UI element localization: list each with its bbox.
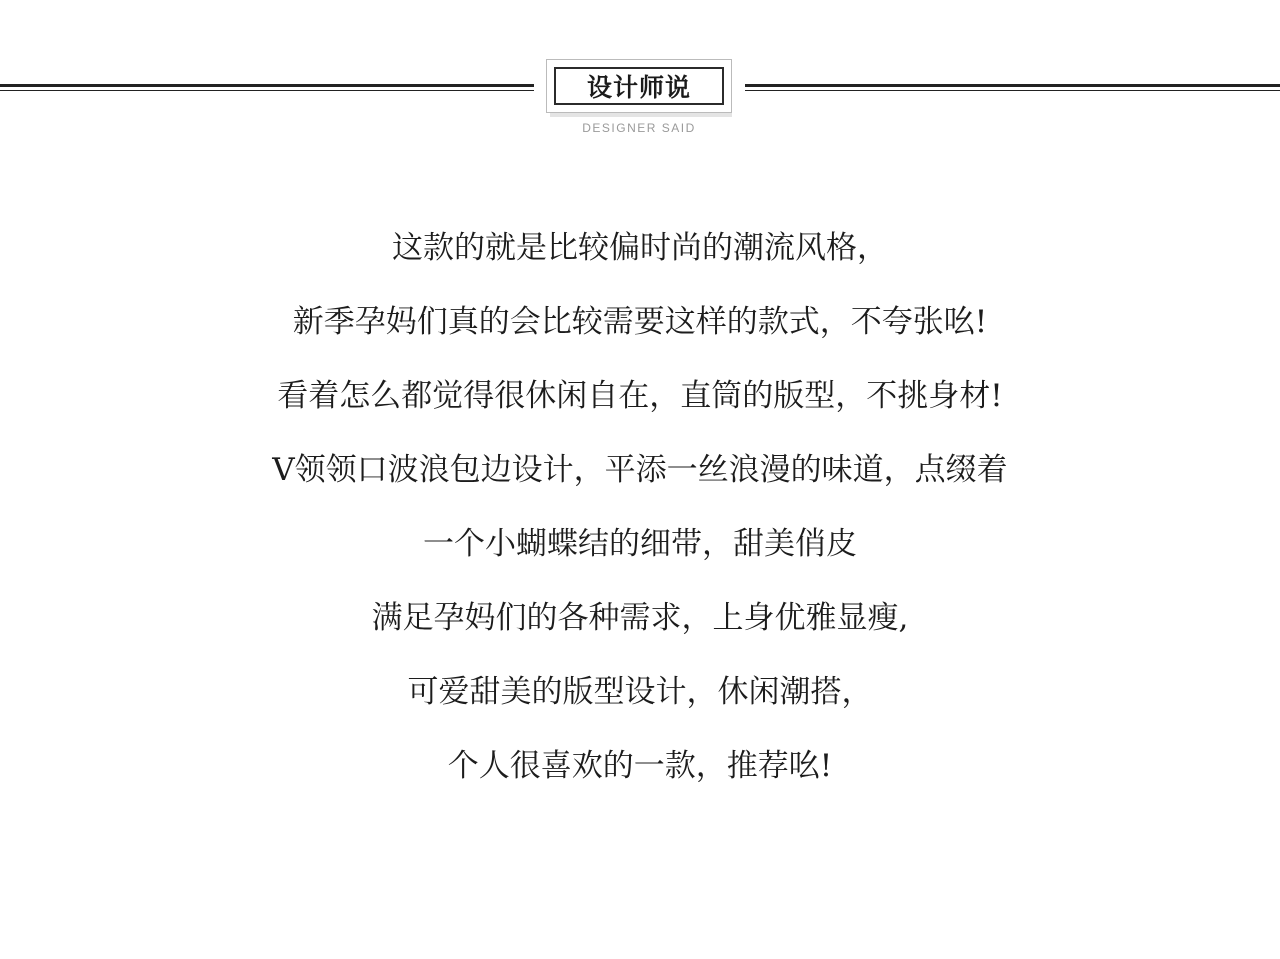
section-title: 设计师说 xyxy=(586,73,691,102)
description-line: 可爱甜美的版型设计，休闲潮搭， xyxy=(407,674,873,710)
designer-description xyxy=(0,222,1280,814)
description-line: 一个小蝴蝶结的细带，甜美俏皮 xyxy=(423,526,857,562)
description-line: 满足孕妈们的各种需求，上身优雅显瘦, xyxy=(371,600,909,636)
description-line: 这款的就是比较偏时尚的潮流风格， xyxy=(392,230,888,266)
description-line: 新季孕妈们真的会比较需要这样的款式，不夸张吆! xyxy=(292,304,988,340)
description-line: 个人很喜欢的一款，推荐吆! xyxy=(447,748,833,784)
header-rule-right xyxy=(745,84,1280,92)
header-badge-frame xyxy=(554,67,724,105)
description-line: 看着怎么都觉得很休闲自在，直筒的版型，不挑身材! xyxy=(277,378,1003,414)
header-rule-left xyxy=(0,84,534,92)
header-badge xyxy=(546,59,732,113)
section-subtitle: DESIGNER SAID xyxy=(582,121,696,135)
header-badge-shadow xyxy=(550,113,732,117)
description-line: V领领口波浪包边设计，平添一丝浪漫的味道，点缀着 xyxy=(272,452,1008,488)
